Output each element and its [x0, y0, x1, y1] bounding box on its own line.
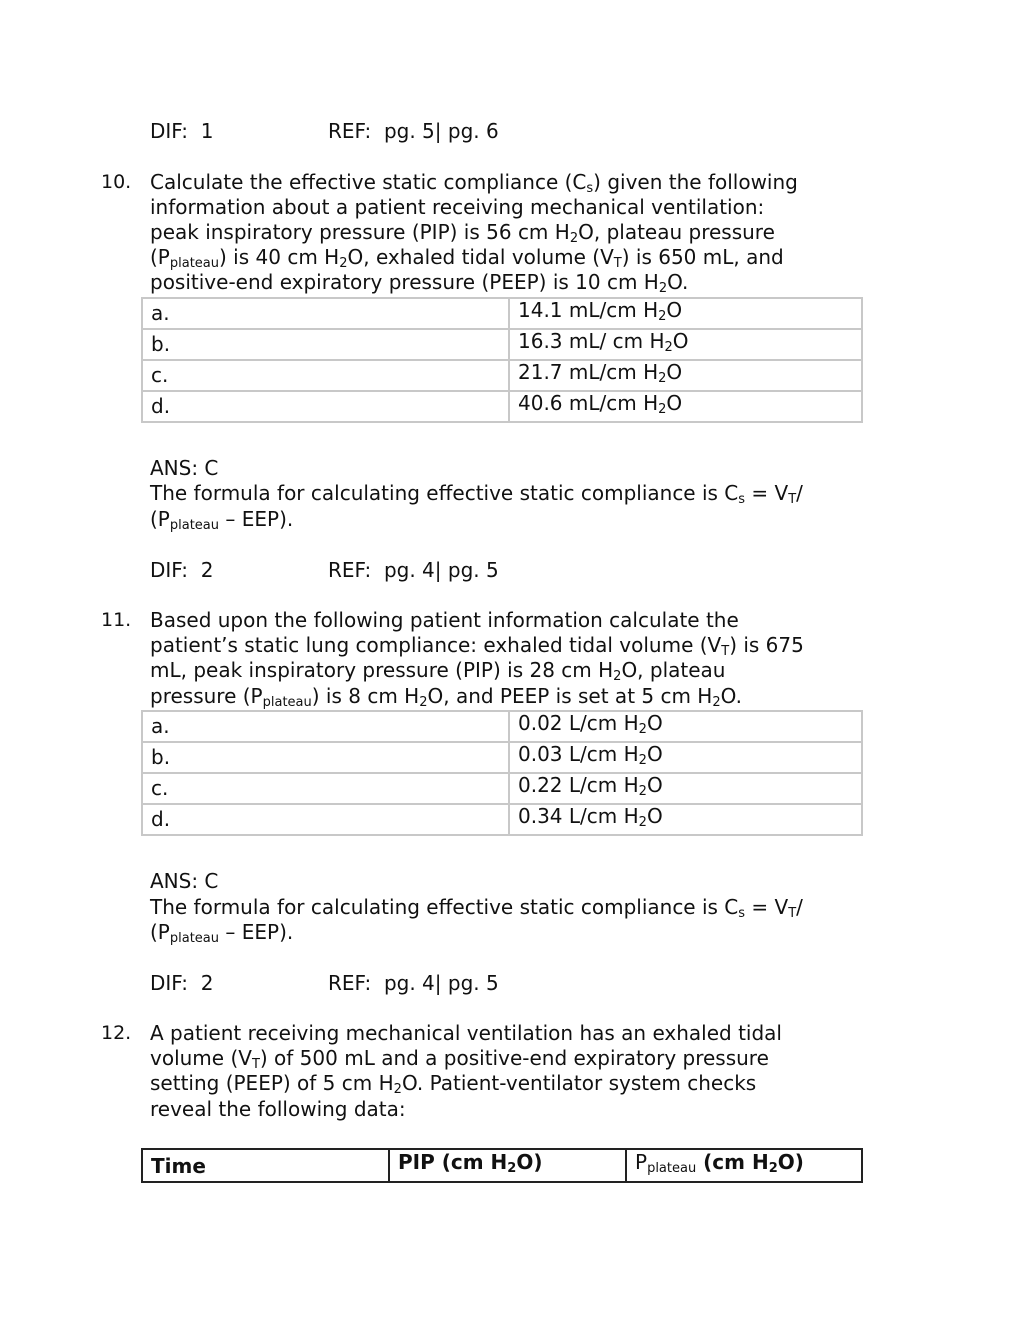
question-number: 11.	[101, 609, 132, 631]
table-row	[142, 1149, 862, 1182]
table-row	[142, 391, 862, 422]
answer-line: ANS: C	[150, 456, 219, 480]
option-value: 21.7 mL/cm H2O	[509, 360, 862, 391]
question-number: 12.	[101, 1022, 132, 1044]
table-row	[142, 298, 862, 329]
data-table-header	[141, 1148, 863, 1183]
ref-label: REF: pg. 5| pg. 6	[328, 119, 499, 143]
ref-label: REF: pg. 4| pg. 5	[328, 558, 499, 582]
option-letter: b.	[142, 329, 509, 360]
dif-label: DIF: 1	[150, 119, 214, 143]
question-number: 10.	[101, 171, 132, 193]
option-value: 0.02 L/cm H2O	[509, 711, 862, 742]
ref-label: REF: pg. 4| pg. 5	[328, 971, 499, 995]
option-letter: a.	[142, 298, 509, 329]
table-row	[142, 742, 862, 773]
column-header-pip: PIP (cm H2O)	[389, 1149, 626, 1182]
column-header-time: Time	[142, 1149, 389, 1182]
table-row	[142, 360, 862, 391]
option-value: 16.3 mL/ cm H2O	[509, 329, 862, 360]
table-row	[142, 711, 862, 742]
option-letter: c.	[142, 360, 509, 391]
option-letter: c.	[142, 773, 509, 804]
option-letter: d.	[142, 391, 509, 422]
dif-label: DIF: 2	[150, 558, 214, 582]
option-value: 0.03 L/cm H2O	[509, 742, 862, 773]
option-value: 0.22 L/cm H2O	[509, 773, 862, 804]
table-row	[142, 804, 862, 835]
column-header-pplateau: $P_{plateau}$ (cm H2O)	[626, 1149, 862, 1182]
option-letter: a.	[142, 711, 509, 742]
table-row	[142, 329, 862, 360]
dif-label: DIF: 2	[150, 971, 214, 995]
option-value: 0.34 L/cm H2O	[509, 804, 862, 835]
option-letter: b.	[142, 742, 509, 773]
answer-line: ANS: C	[150, 869, 219, 893]
option-value: 14.1 mL/cm H2O	[509, 298, 862, 329]
option-value: 40.6 mL/cm H2O	[509, 391, 862, 422]
answer-options-table	[141, 710, 863, 836]
option-letter: d.	[142, 804, 509, 835]
answer-options-table	[141, 297, 863, 423]
table-row	[142, 773, 862, 804]
